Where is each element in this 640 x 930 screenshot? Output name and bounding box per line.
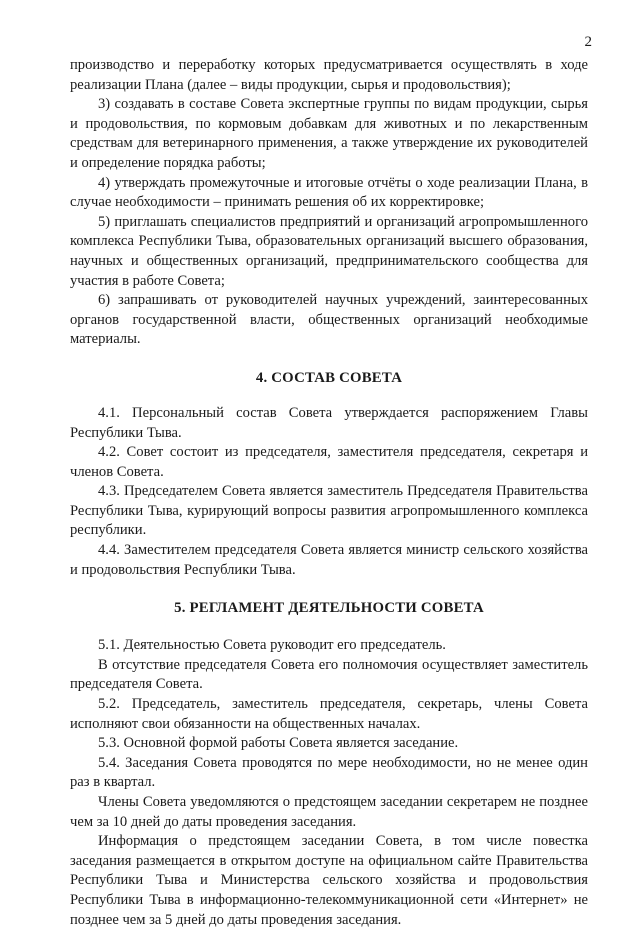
paragraph-continuation: производство и переработку которых предусматривается осуществлять в ходе реализации Плана (далее – виды продукции, сырья и продовольствия); [70,57,588,93]
paragraph-item-6: 6) запрашивать от руководителей научных учреждений, заинтересованных органов государственной власти, общественных организаций необходимые материалы. [70,292,588,348]
paragraph-5-2: 5.2. Председатель, заместитель председателя, секретарь, члены Совета исполняют свои обязанности на общественных началах. [70,696,588,732]
paragraph-5-4-b: Члены Совета уведомляются о предстоящем заседании секретарем не позднее чем за 10 дней до даты проведения заседания. [70,794,588,830]
page-number: 2 [584,34,592,50]
paragraph-item-5: 5) приглашать специалистов предприятий и организаций агропромышленного комплекса Республики Тыва, образовательных организаций высшего образования, научных и общественных организаций, предпринимательского сообщества для участия в работе Совета; [70,213,588,289]
intro-section [70,56,588,350]
paragraph-4-4: 4.4. Заместителем председателя Совета является министр сельского хозяйства и продовольствия Республики Тыва. [70,542,588,578]
paragraph-4-1: 4.1. Персональный состав Совета утверждается распоряжением Главы Республики Тыва. [70,404,588,441]
section-4-heading: 4. СОСТАВ СОВЕТА [255,369,403,386]
paragraph-4-3: 4.3. Председателем Совета является заместитель Председателя Правительства Республики Тыва, курирующий вопросы развития агропромышленного комплекса республики. [70,483,588,539]
paragraph-5-4: 5.4. Заседания Совета проводятся по мере необходимости, но не менее один раз в квартал. [70,754,588,791]
section-4-body [70,404,588,580]
paragraph-5-3: 5.3. Основной формой работы Совета является заседание. [98,735,459,752]
paragraph-4-2: 4.2. Совет состоит из председателя, заместителя председателя, секретаря и членов Совета. [70,444,588,480]
section-5-heading: 5. РЕГЛАМЕНТ ДЕЯТЕЛЬНОСТИ СОВЕТА [174,600,484,617]
section-5-body [70,636,588,930]
paragraph-5-1-b: В отсутствие председателя Совета его полномочия осуществляет заместитель председателя Совета. [70,656,588,693]
paragraph-5-4-c: Информация о предстоящем заседании Совета, в том числе повестка заседания размещается в открытом доступе на официальном сайте Правительства Республики Тыва и Министерства сельского хозяйства и продовольствия Республики Тыва в информационно-телекоммуникационной сети «Интернет» не позднее чем за 5 дней до даты проведения заседания. [70,833,588,928]
paragraph-item-3: 3) создавать в составе Совета экспертные группы по видам продукции, сырья и продовольствия, по кормовым добавкам для животных и по лекарственным средствам для ветеринарного применения, а также утверждение их руководителей и определение порядка работы; [70,96,588,171]
paragraph-item-4: 4) утверждать промежуточные и итоговые отчёты о ходе реализации Плана, в случае необходимости – принимать решения об их корректировке; [70,174,588,211]
paragraph-5-1: 5.1. Деятельностью Совета руководит его председатель. [98,637,446,654]
